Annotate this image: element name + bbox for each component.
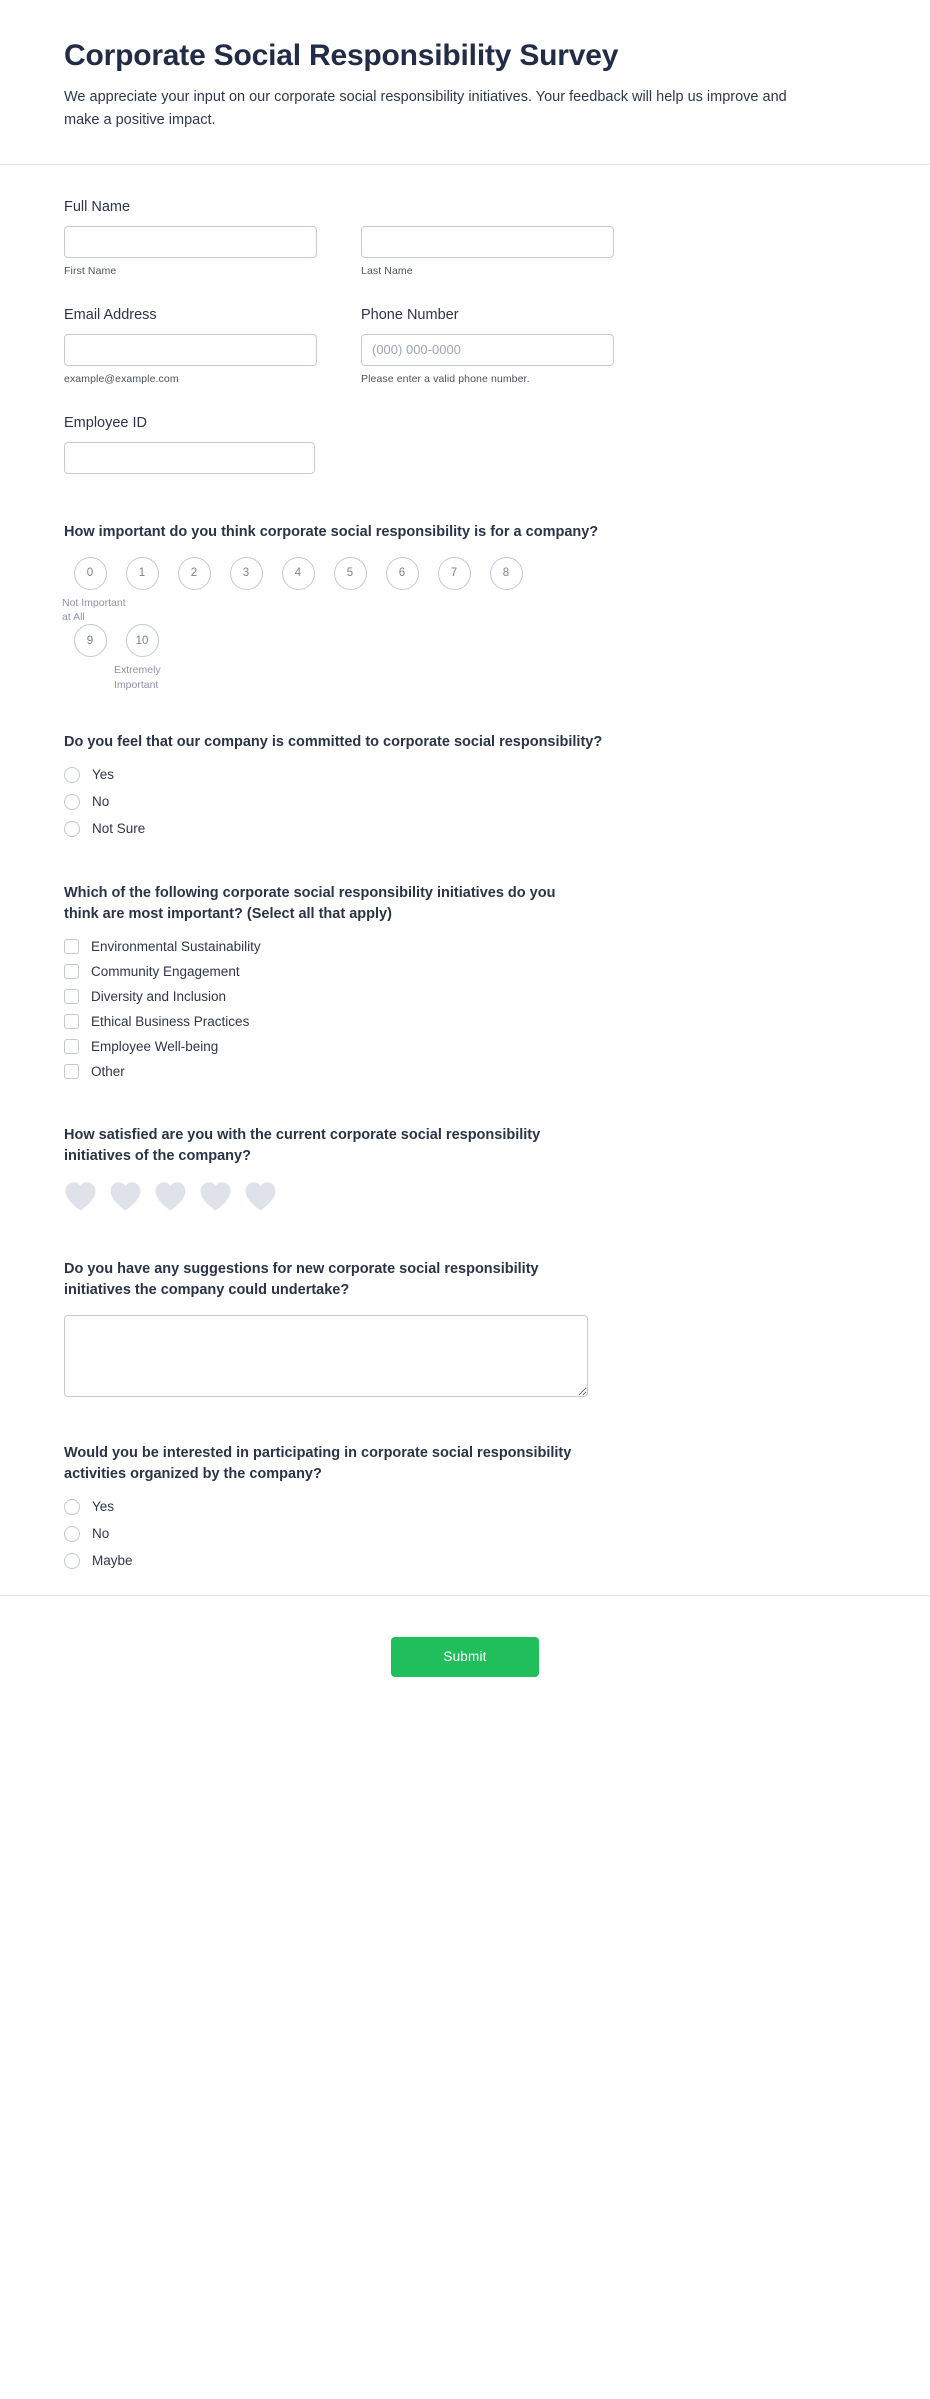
radio-icon[interactable] [64,1526,80,1542]
participate-option-label: Maybe [92,1553,133,1569]
field-email-phone [64,307,866,385]
participate-options [64,1499,866,1569]
initiatives-option-label: Other [91,1063,125,1079]
scale-circle-6[interactable]: 6 [386,557,419,590]
scale-circle-1[interactable]: 1 [126,557,159,590]
checkbox-icon[interactable] [64,1039,79,1054]
last-name-sublabel: Last Name [361,264,413,277]
page-description: We appreciate your input on our corporate social responsibility initiatives. Your feedback will help us improve and make a positive impact. [64,89,787,129]
initiatives-option-label: Employee Well-being [91,1038,219,1054]
scale-option-4 [272,557,324,590]
scale-option-2 [168,557,220,590]
scale-option-7 [428,557,480,590]
initiatives-option[interactable] [64,1064,866,1079]
phone-input[interactable] [361,334,614,366]
scale-option-10 [116,624,168,691]
scale-circle-7[interactable]: 7 [438,557,471,590]
scale-circle-0[interactable]: 0 [74,557,107,590]
initiatives-option[interactable] [64,939,866,954]
scale-option-9 [64,624,116,657]
first-name-group [64,226,317,277]
scale-option-1 [116,557,168,590]
initiatives-option-label: Diversity and Inclusion [91,988,227,1004]
field-full-name [64,199,866,277]
submit-area [0,1596,930,1727]
full-name-label: Full Name [64,198,131,215]
field-employee-id [64,415,866,474]
suggestions-question-text: Do you have any suggestions for new corporate social responsibility initiatives the company could undertake? [64,1260,539,1298]
committed-option[interactable] [64,821,866,837]
participate-option-label: No [92,1526,110,1542]
initiatives-option[interactable] [64,989,866,1004]
satisfaction-question-text: How satisfied are you with the current corporate social responsibility initiatives of the company? [64,1126,541,1164]
email-input[interactable] [64,334,317,366]
last-name-group [361,226,614,277]
question-importance [64,522,866,692]
radio-icon[interactable] [64,1499,80,1515]
radio-icon[interactable] [64,767,80,783]
participate-option-label: Yes [92,1499,115,1515]
phone-group [361,307,614,385]
email-group [64,307,317,385]
participate-option[interactable] [64,1526,866,1542]
scale-circle-2[interactable]: 2 [178,557,211,590]
heart-icon[interactable] [64,1181,97,1211]
initiatives-option-label: Ethical Business Practices [91,1013,250,1029]
radio-icon[interactable] [64,1553,80,1569]
question-initiatives [64,883,866,1079]
employee-id-input[interactable] [64,442,315,474]
committed-option[interactable] [64,794,866,810]
heart-icon[interactable] [199,1181,232,1211]
scale-circle-4[interactable]: 4 [282,557,315,590]
scale-circle-8[interactable]: 8 [490,557,523,590]
first-name-sublabel: First Name [64,264,117,277]
question-participate [64,1443,866,1569]
scale-option-3 [220,557,272,590]
initiatives-question-text: Which of the following corporate social responsibility initiatives do you think are most important? (Select all that apply) [64,884,556,922]
participate-option[interactable] [64,1499,866,1515]
phone-label: Phone Number [361,306,459,323]
initiatives-option[interactable] [64,964,866,979]
scale-option-5 [324,557,376,590]
initiatives-option-label: Environmental Sustainability [91,938,261,954]
committed-option[interactable] [64,767,866,783]
initiatives-option[interactable] [64,1014,866,1029]
scale-low-caption: Not Important at All [62,596,126,624]
phone-sublabel: Please enter a valid phone number. [361,372,530,385]
suggestions-textarea[interactable] [64,1315,588,1397]
checkbox-icon[interactable] [64,1014,79,1029]
committed-option-label: No [92,794,110,810]
scale-circle-9[interactable]: 9 [74,624,107,657]
submit-button[interactable]: Submit [391,1637,539,1677]
heart-icon[interactable] [244,1181,277,1211]
question-suggestions [64,1259,866,1397]
employee-id-label: Employee ID [64,414,148,431]
checkbox-icon[interactable] [64,1064,79,1079]
page-title: Corporate Social Responsibility Survey [64,39,619,72]
initiatives-option[interactable] [64,1039,866,1054]
scale-option-8 [480,557,532,590]
committed-question-text: Do you feel that our company is committed to corporate social responsibility? [64,733,603,750]
form-body [0,165,930,1569]
scale-circle-5[interactable]: 5 [334,557,367,590]
initiatives-option-label: Community Engagement [91,963,240,979]
participate-question-text: Would you be interested in participating in corporate social responsibility activities organized by the company? [64,1444,572,1482]
heart-icon[interactable] [109,1181,142,1211]
scale-circle-3[interactable]: 3 [230,557,263,590]
email-label: Email Address [64,306,157,323]
form-header [0,0,930,133]
scale-option-0 [62,557,126,624]
checkbox-icon[interactable] [64,939,79,954]
question-committed [64,732,866,837]
initiatives-options [64,939,866,1079]
scale-high-caption: Extremely Important [114,664,161,691]
first-name-input[interactable] [64,226,317,258]
radio-icon[interactable] [64,794,80,810]
importance-question-text: How important do you think corporate social responsibility is for a company? [64,523,599,540]
importance-scale [64,557,574,692]
heart-icon[interactable] [154,1181,187,1211]
email-sublabel: example@example.com [64,372,179,385]
last-name-input[interactable] [361,226,614,258]
checkbox-icon[interactable] [64,989,79,1004]
participate-option[interactable] [64,1553,866,1569]
checkbox-icon[interactable] [64,964,79,979]
scale-option-6 [376,557,428,590]
committed-options [64,767,866,837]
heart-rating[interactable] [64,1181,866,1211]
committed-option-label: Not Sure [92,821,146,837]
scale-circle-10[interactable]: 10 [126,624,159,657]
radio-icon[interactable] [64,821,80,837]
question-satisfaction [64,1125,866,1211]
committed-option-label: Yes [92,767,115,783]
